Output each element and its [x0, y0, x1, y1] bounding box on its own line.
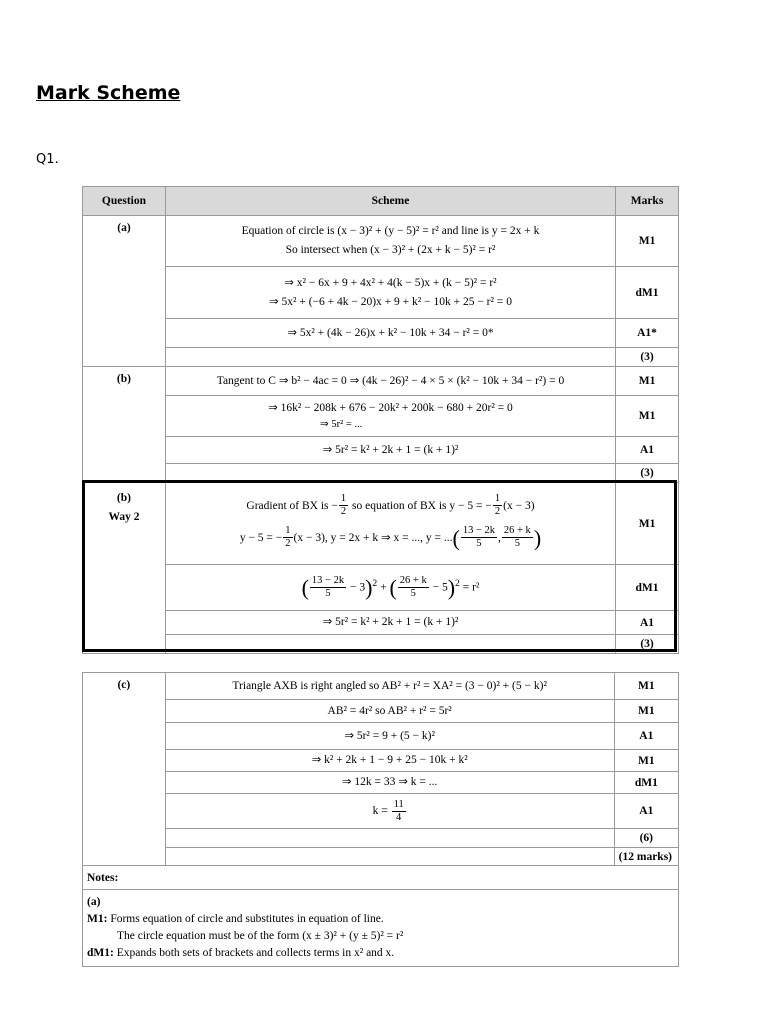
- denominator: 5: [476, 538, 482, 550]
- fraction: [398, 575, 429, 600]
- scheme-line: [170, 491, 611, 521]
- numerator: 11: [393, 798, 404, 810]
- subtotal-cell: (3): [616, 635, 679, 654]
- question-label: Q1.: [36, 152, 59, 167]
- scheme-cell: [165, 772, 614, 794]
- scheme-line: ⇒ 5x² + (−6 + 4k − 20)x + 9 + k² − 10k + 25 − r² = 0: [269, 295, 512, 308]
- left-paren: (: [301, 574, 309, 600]
- denominator: 2: [285, 538, 291, 550]
- total-marks: (12 marks): [614, 848, 678, 866]
- right-paren: ): [533, 524, 542, 550]
- part-label: (b): [116, 492, 131, 504]
- mark-cell: M1: [616, 483, 679, 565]
- mark-cell: dM1: [616, 565, 679, 611]
- mark-cell: M1: [616, 367, 679, 396]
- fraction: [283, 525, 292, 550]
- scheme-line: ⇒ 12k = 33 ⇒ k = ...: [341, 776, 438, 788]
- numerator: 1: [494, 493, 501, 505]
- note-label: M1:: [87, 913, 108, 925]
- mark-cell: dM1: [614, 772, 678, 794]
- scheme-cell: [165, 611, 615, 635]
- scheme-line: ⇒ 5r² = k² + 2k + 1 = (k + 1)²: [322, 616, 459, 628]
- denominator: 5: [514, 538, 520, 550]
- scheme-text: y − 5 = −: [239, 531, 283, 544]
- header-marks: Marks: [616, 187, 679, 216]
- scheme-cell: [165, 723, 614, 750]
- numerator: 26 + k: [503, 525, 531, 537]
- mark-cell: A1*: [616, 319, 679, 348]
- scheme-text: k =: [372, 804, 391, 817]
- left-paren: (: [389, 574, 397, 600]
- scheme-text: = r²: [459, 581, 480, 594]
- scheme-cell: [165, 483, 615, 565]
- numerator: 26 + k: [399, 575, 427, 586]
- numerator: 1: [340, 493, 347, 505]
- note-label: dM1:: [87, 947, 114, 959]
- scheme-text: (x − 3), y = 2x + k ⇒ x = ..., y = ...: [293, 531, 453, 544]
- scheme-cell: [165, 437, 615, 464]
- denominator: 2: [494, 506, 501, 518]
- scheme-cell: [165, 216, 615, 267]
- way-label: Way 2: [108, 511, 140, 523]
- part-a-label: (a): [83, 216, 166, 367]
- note-m1: [87, 911, 674, 928]
- notes-part: (a): [87, 896, 101, 908]
- mark-cell: A1: [616, 437, 679, 464]
- numerator: 13 − 2k: [311, 575, 345, 586]
- mark-cell: M1: [614, 750, 678, 772]
- right-paren: ): [365, 574, 373, 600]
- mark-scheme-table-1: [82, 186, 679, 654]
- note-dm1: [87, 945, 674, 962]
- notes-heading: Notes:: [83, 866, 679, 890]
- scheme-cell: [165, 848, 614, 866]
- mark-cell: A1: [614, 723, 678, 750]
- scheme-line: ⇒ 5r² = k² + 2k + 1 = (k + 1)²: [322, 443, 459, 456]
- mark-cell: M1: [614, 700, 678, 723]
- scheme-line: ⇒ k² + 2k + 1 − 9 + 25 − 10k + k²: [311, 754, 468, 766]
- header-scheme: Scheme: [165, 187, 615, 216]
- scheme-cell: [165, 750, 614, 772]
- denominator: 5: [410, 588, 416, 599]
- fraction: [502, 525, 533, 550]
- subtotal-cell: (3): [616, 348, 679, 367]
- scheme-line: So intersect when (x − 3)² + (2x + k − 5)² = r²: [285, 244, 496, 256]
- denominator: 2: [340, 506, 347, 518]
- scheme-cell: ( $\frac{13 - 2k}{5}$ − 3)$^2$ + ( $\frac{26 + k}{5}$ − 5)$^2$ = r²: [165, 565, 615, 611]
- denominator: 5: [325, 588, 331, 599]
- numerator: 1: [285, 525, 291, 537]
- page-title: Mark Scheme: [36, 82, 181, 104]
- mark-cell: A1: [614, 794, 678, 829]
- scheme-line: ⇒ 5r² = 9 + (5 − k)²: [344, 729, 435, 742]
- note-text: Expands both sets of brackets and collects terms in x² and x.: [113, 947, 395, 959]
- scheme-cell: [165, 700, 614, 723]
- fraction: [493, 493, 502, 518]
- scheme-line: Equation of circle is (x − 3)² + (y − 5)² = r² and line is y = 2x + k: [241, 225, 540, 237]
- scheme-cell: [165, 673, 614, 700]
- fraction: [461, 525, 497, 550]
- scheme-cell: [165, 794, 614, 829]
- mark-cell: M1: [616, 216, 679, 267]
- scheme-text: (x − 3): [503, 499, 535, 512]
- scheme-cell: [165, 396, 615, 437]
- scheme-line: Tangent to C ⇒ b² − 4ac = 0 ⇒ (4k − 26)² − 4 × 5 × (k² − 10k + 34 − r²) = 0: [216, 374, 565, 387]
- header-question: Question: [83, 187, 166, 216]
- part-b-way2-label: [83, 483, 166, 654]
- denominator: 4: [396, 811, 402, 823]
- subtotal-cell: (6): [614, 829, 678, 848]
- scheme-line: ⇒ 5x² + (4k − 26)x + k² − 10k + 34 − r² = 0*: [287, 326, 494, 339]
- mark-cell: M1: [614, 673, 678, 700]
- part-c-label: (c): [83, 673, 166, 866]
- part-b-label: (b): [83, 367, 166, 483]
- scheme-line: y − 5 = − $\frac{1}{2}$ (x − 3), y = 2x + k ⇒ x = ..., y = ...( $\frac{13 - 2k}{5}$ , $\frac{26 + k}{5}$ ): [239, 524, 542, 550]
- notes-body: [83, 890, 679, 967]
- scheme-line: ⇒ 5r² = ...: [319, 419, 363, 430]
- mark-cell: M1: [616, 396, 679, 437]
- left-paren: (: [452, 524, 460, 550]
- scheme-text: − 5: [429, 581, 448, 594]
- scheme-line: AB² = 4r² so AB² + r² = 5r²: [327, 704, 452, 717]
- right-paren: ): [447, 574, 456, 600]
- scheme-text: − 3: [347, 581, 366, 594]
- scheme-cell: [165, 319, 615, 348]
- fraction: [392, 799, 406, 824]
- scheme-cell: [165, 829, 614, 848]
- scheme-text: so equation of BX is y − 5 = −: [349, 499, 492, 512]
- scheme-cell: [165, 367, 615, 396]
- scheme-cell: [165, 348, 615, 367]
- scheme-line: ⇒ x² − 6x + 9 + 4x² + 4(k − 5)x + (k − 5)² = r²: [284, 276, 497, 289]
- mark-cell: dM1: [616, 267, 679, 319]
- scheme-text: Gradient of BX is −: [246, 499, 338, 512]
- scheme-line: ⇒ 16k² − 208k + 676 − 20k² + 200k − 680 + 20r² = 0: [268, 402, 513, 414]
- fraction: [339, 493, 348, 518]
- note-text: Forms equation of circle and substitutes in equation of line.: [107, 913, 384, 925]
- scheme-cell: [165, 267, 615, 319]
- subtotal-cell: (3): [616, 464, 679, 483]
- mark-scheme-table-2: [82, 672, 679, 967]
- scheme-line: Triangle AXB is right angled so AB² + r² = XA² = (3 − 0)² + (5 − k)²: [232, 679, 547, 692]
- note-m1-sub: The circle equation must be of the form (x ± 3)² + (y ± 5)² = r²: [117, 930, 404, 942]
- scheme-cell: [165, 635, 615, 654]
- mark-cell: A1: [616, 611, 679, 635]
- fraction: [310, 575, 346, 600]
- numerator: 13 − 2k: [462, 525, 496, 537]
- scheme-cell: [165, 464, 615, 483]
